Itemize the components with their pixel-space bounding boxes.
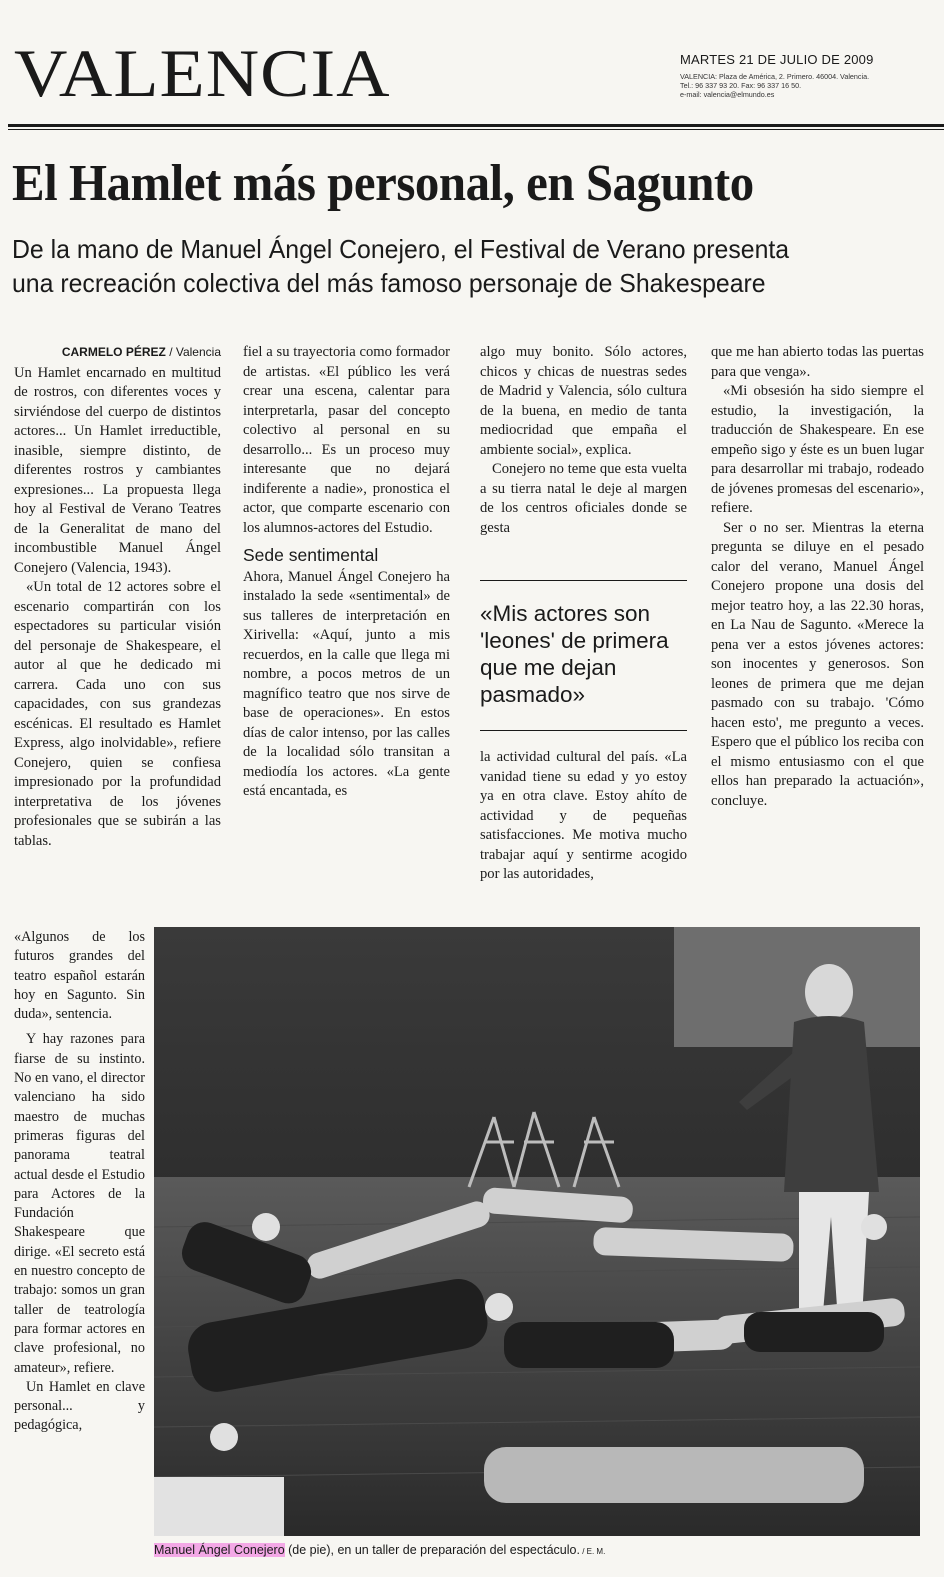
paragraph: «Mi obsesión ha sido siempre el estudio, la investigación, la traducción de Shakespeare. En ese empeño sigo y éste es un buen lugar para desarrollar mi trabajo, rodeado de jóvenes promesas del escenario», refiere. — [711, 383, 924, 516]
paragraph: la actividad cultural del país. «La vanidad tiene su edad y yo estoy ya en otra clave. Estoy ahíto de actividad y de pequeñas satisfacciones. Me motiva mucho trabajar aquí y sentirme acogido por las autoridades, — [480, 749, 687, 882]
pull-quote-rule-top — [480, 580, 687, 581]
paragraph: Ahora, Manuel Ángel Conejero ha instalado la sede «sentimental» de sus talleres de interpretación en Xirivella: «Aquí, junto a mis recuerdos, en la calle que llega mi nombre, a pocos metros de un magnífico teatro que nos sirve de base de operaciones». En estos días de calor intenso, por las calles de la localidad sólo transitan a mediodía los actores. «La gente está encantada, es — [243, 568, 450, 799]
paragraph: que me han abierto todas las puertas para que venga». — [711, 344, 924, 380]
section-title: VALENCIA — [14, 36, 391, 112]
photo-caption — [154, 1543, 944, 1557]
pull-quote-rule-bottom — [480, 730, 687, 731]
column-1-narrow — [14, 928, 145, 1436]
email-line: e-mail: valencia@elmundo.es — [680, 90, 775, 100]
paragraph: Un Hamlet en clave personal... y pedagógica, — [14, 1378, 145, 1434]
photo-credit: / E. M. — [579, 1547, 606, 1556]
masthead-info — [680, 52, 942, 99]
section-heading: Sede sentimental — [243, 545, 379, 565]
paragraph: Ser o no ser. Mientras la eterna pregunta se diluye en el pesado calor del verano, Manuel Ángel Conejero propone una dosis del mejor teatro hoy, a las 22.30 horas, en La Nau de Sagunto. «Merece la pena ver a estos jóvenes actores: son inocentes y generosos. Son leones de primera que me dejan pasmado con su trabajo. 'Cómo hacen esto', me pregunto a veces. Espero que el público los reciba con el mismo entusiasmo con el que ellos han preparado la actuación», concluye. — [711, 519, 924, 809]
paragraph: Un Hamlet encarnado en multitud de rostros, con diferentes voces y sirviéndose del cuerpo de distintos actores... Un Hamlet irreductible, inasible, siempre distinto, de diferentes rostros y cambiantes expresiones... La propuesta llega hoy al Festival de Verano Teatres de la Generalitat de mano del incombustible Manuel Ángel Conejero (Valencia, 1943). — [14, 364, 221, 576]
issue-date: MARTES 21 DE JULIO DE 2009 — [680, 52, 874, 67]
paragraph: Y hay razones para fiarse de su instinto. No en vano, el director valenciano ha sido maestro de muchas primeras figuras del panorama teatral actual desde el Estudio para Actores de la Fundación Shakespeare que dirige. «El secreto está en nuestro concepto de trabajo: somos un gran taller de teatrología para formar actores en clave profesional, no amateur», refiere. — [14, 1031, 145, 1376]
subheadline — [12, 232, 900, 300]
caption-name: Manuel Ángel Conejero — [154, 1543, 285, 1557]
pull-quote: «Mis actores son 'leones' de primera que me dejan pasmado» — [480, 601, 669, 707]
byline-author: CARMELO PÉREZ — [61, 345, 166, 359]
address-line: VALENCIA: Plaza de América, 2. Primero. 46004. Valencia. — [680, 72, 870, 82]
caption-text: (de pie), en un taller de preparación del espectáculo. — [284, 1543, 580, 1557]
masthead-rule — [8, 124, 944, 127]
paragraph: «Un total de 12 actores sobre el escenario compartirán con los espectadores su particular visión del personaje de Shakespeare, el autor al que he dedicado mi carrera. Cada uno con sus capacidades, con sus grandezas escénicas. El resultado es Hamlet Express, algo inolvidable», refiere Conejero, quien se confiesa impresionado por la profundidad interpretativa de los jóvenes profesionales que se subirán a las tablas. — [14, 579, 221, 849]
subhead-line: De la mano de Manuel Ángel Conejero, el Festival de Verano presenta — [12, 234, 790, 264]
subhead-line: una recreación colectiva del más famoso personaje de Shakespeare — [12, 268, 766, 298]
paragraph: «Algunos de los futuros grandes del teatro español estarán hoy en Sagunto. Sin duda», sentencia. — [14, 929, 145, 1023]
column-3-lower — [480, 748, 687, 885]
column-2 — [243, 343, 450, 802]
article-photo — [154, 927, 920, 1536]
column-4 — [711, 343, 924, 811]
phone-line: Tel.: 96 337 93 20. Fax: 96 337 16 50. — [680, 81, 802, 91]
paragraph: Conejero no teme que esta vuelta a su tierra natal le deje al margen de los centros oficiales donde se gesta — [480, 461, 687, 536]
paragraph: algo muy bonito. Sólo actores, chicos y chicas de nuestras sedes de Madrid y Valencia, sólo cultura de la buena, en medio de tanta mediocridad que empaña el ambiente social», explica. — [480, 344, 687, 458]
masthead-rule-thin — [8, 129, 944, 130]
rehearsal-photo-illustration — [154, 927, 920, 1536]
column-3 — [480, 343, 687, 538]
byline-place: / Valencia — [169, 345, 221, 359]
byline — [14, 343, 221, 363]
paragraph: fiel a su trayectoria como formador de artistas. «El público les verá crear una escena, calentar para interpretarla, pasar del concepto colectivo al personal en su desarrollo... Es un proceso muy interesante que no dejará indiferente a nadie», pronostica el actor, que comparte escenario con los alumnos-actores del Estudio. — [243, 344, 450, 536]
column-1 — [14, 343, 221, 851]
headline: El Hamlet más personal, en Sagunto — [12, 155, 754, 212]
